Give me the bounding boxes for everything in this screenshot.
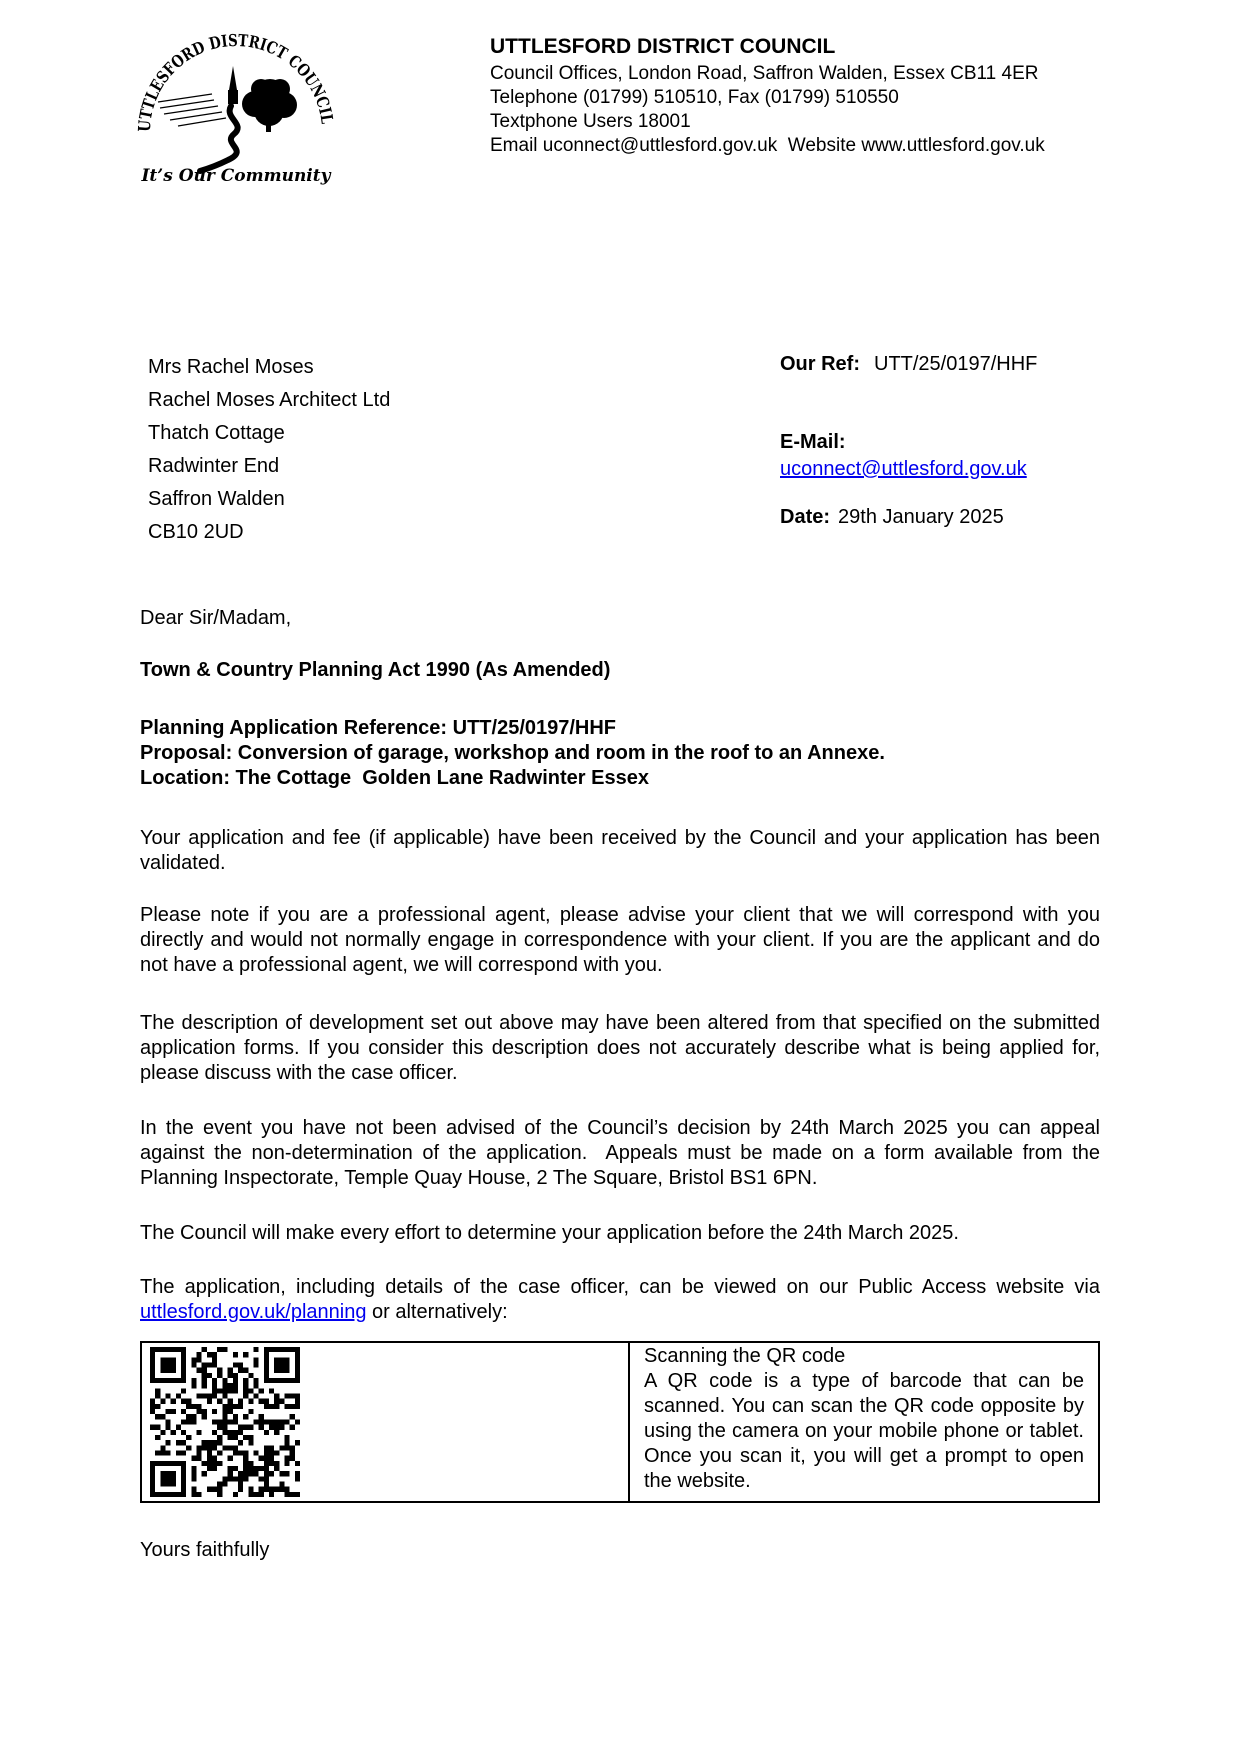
- logo-tree: [242, 79, 297, 132]
- email-link[interactable]: uconnect@uttlesford.gov.uk: [780, 458, 1027, 480]
- council-name: UTTLESFORD DISTRICT COUNCIL: [490, 35, 836, 58]
- qr-info-box: [140, 1341, 1100, 1503]
- recipient-postcode: CB10 2UD: [148, 521, 244, 543]
- application-location: Location: The Cottage Golden Lane Radwinter Essex: [140, 767, 649, 789]
- salutation: Dear Sir/Madam,: [140, 607, 292, 629]
- para-received: Your application and fee (if applicable) have been received by the Council and your application has been validated.: [140, 827, 1100, 874]
- council-logo-image: [134, 18, 338, 192]
- qr-text-cell: [630, 1343, 1098, 1501]
- our-ref-value: UTT/25/0197/HHF: [874, 353, 1038, 375]
- logo-fields: [158, 94, 226, 126]
- para-appeal: In the event you have not been advised of the Council’s decision by 24th March 2025 you can appeal against the non-determination of the application. Appeals must be made on a form available from the Planning Inspectorate, Temple Quay House, 2 The Square, Bristol BS1 6PN.: [140, 1117, 1106, 1189]
- closing: Yours faithfully: [140, 1539, 270, 1561]
- council-logo: [134, 18, 338, 192]
- logo-church-spire: [228, 66, 238, 104]
- logo-arc-text: UTTLESFORD DISTRICT COUNCIL: [134, 30, 337, 133]
- council-phone: Telephone (01799) 510510, Fax (01799) 510550: [490, 87, 899, 108]
- recipient-address-line: Radwinter End: [148, 455, 280, 477]
- para-view-prefix: The application, including details of the case officer, can be viewed on our Public Access website via: [140, 1276, 1100, 1298]
- council-address: Council Offices, London Road, Saffron Walden, Essex CB11 4ER: [490, 63, 1039, 84]
- our-ref-label: Our Ref:: [780, 353, 860, 375]
- recipient-name: Mrs Rachel Moses: [148, 356, 314, 378]
- date-label: Date:: [780, 506, 831, 528]
- para-view: [140, 1275, 1100, 1325]
- email-link-line: [780, 457, 1027, 482]
- planning-website-link[interactable]: uttlesford.gov.uk/planning: [140, 1301, 367, 1323]
- application-summary: [140, 716, 1100, 791]
- para-view-suffix: or alternatively:: [366, 1301, 508, 1323]
- qr-cell: [142, 1343, 630, 1501]
- date-value: 29th January 2025: [838, 506, 1004, 528]
- email-label: E-Mail:: [780, 431, 846, 453]
- logo-arc-text-holder: [135, 31, 337, 132]
- logo-tagline: It’s Our Community: [141, 166, 331, 186]
- recipient-company: Rachel Moses Architect Ltd: [148, 389, 391, 411]
- council-email-website: Email uconnect@uttlesford.gov.uk Website www.uttlesford.gov.uk: [490, 135, 1045, 156]
- para-determine: The Council will make every effort to determine your application before the 24th March 2025.: [140, 1222, 959, 1244]
- logo-road: [200, 106, 238, 171]
- recipient-address-line: Thatch Cottage: [148, 422, 285, 444]
- qr-code: [150, 1347, 300, 1497]
- council-textphone: Textphone Users 18001: [490, 111, 691, 132]
- qr-heading: Scanning the QR code: [644, 1345, 846, 1367]
- application-reference: Planning Application Reference: UTT/25/0197/HHF: [140, 717, 617, 739]
- letterhead: [490, 34, 1110, 158]
- letter-body: [140, 606, 1106, 1563]
- date-line: [780, 505, 1004, 530]
- para-agent: Please note if you are a professional agent, please advise your client that we will correspond with you directly and would not normally engage in correspondence with your client. If you are the applicant and do not have a professional agent, we will correspond with you.: [140, 904, 1100, 976]
- application-proposal: Proposal: Conversion of garage, workshop and room in the roof to an Annexe.: [140, 742, 885, 764]
- recipient-address: [148, 351, 390, 549]
- para-description: The description of development set out above may have been altered from that specified on the submitted application forms. If you consider this description does not accurately describe what is being applied for, please discuss with the case officer.: [140, 1012, 1100, 1084]
- qr-description: A QR code is a type of barcode that can be scanned. You can scan the QR code opposite by using the camera on your mobile phone or tablet. Once you scan it, you will get a prompt to open the website.: [644, 1370, 1096, 1492]
- act-heading: Town & Country Planning Act 1990 (As Amended): [140, 659, 611, 681]
- our-ref-line: [780, 352, 1037, 377]
- recipient-address-line: Saffron Walden: [148, 488, 285, 510]
